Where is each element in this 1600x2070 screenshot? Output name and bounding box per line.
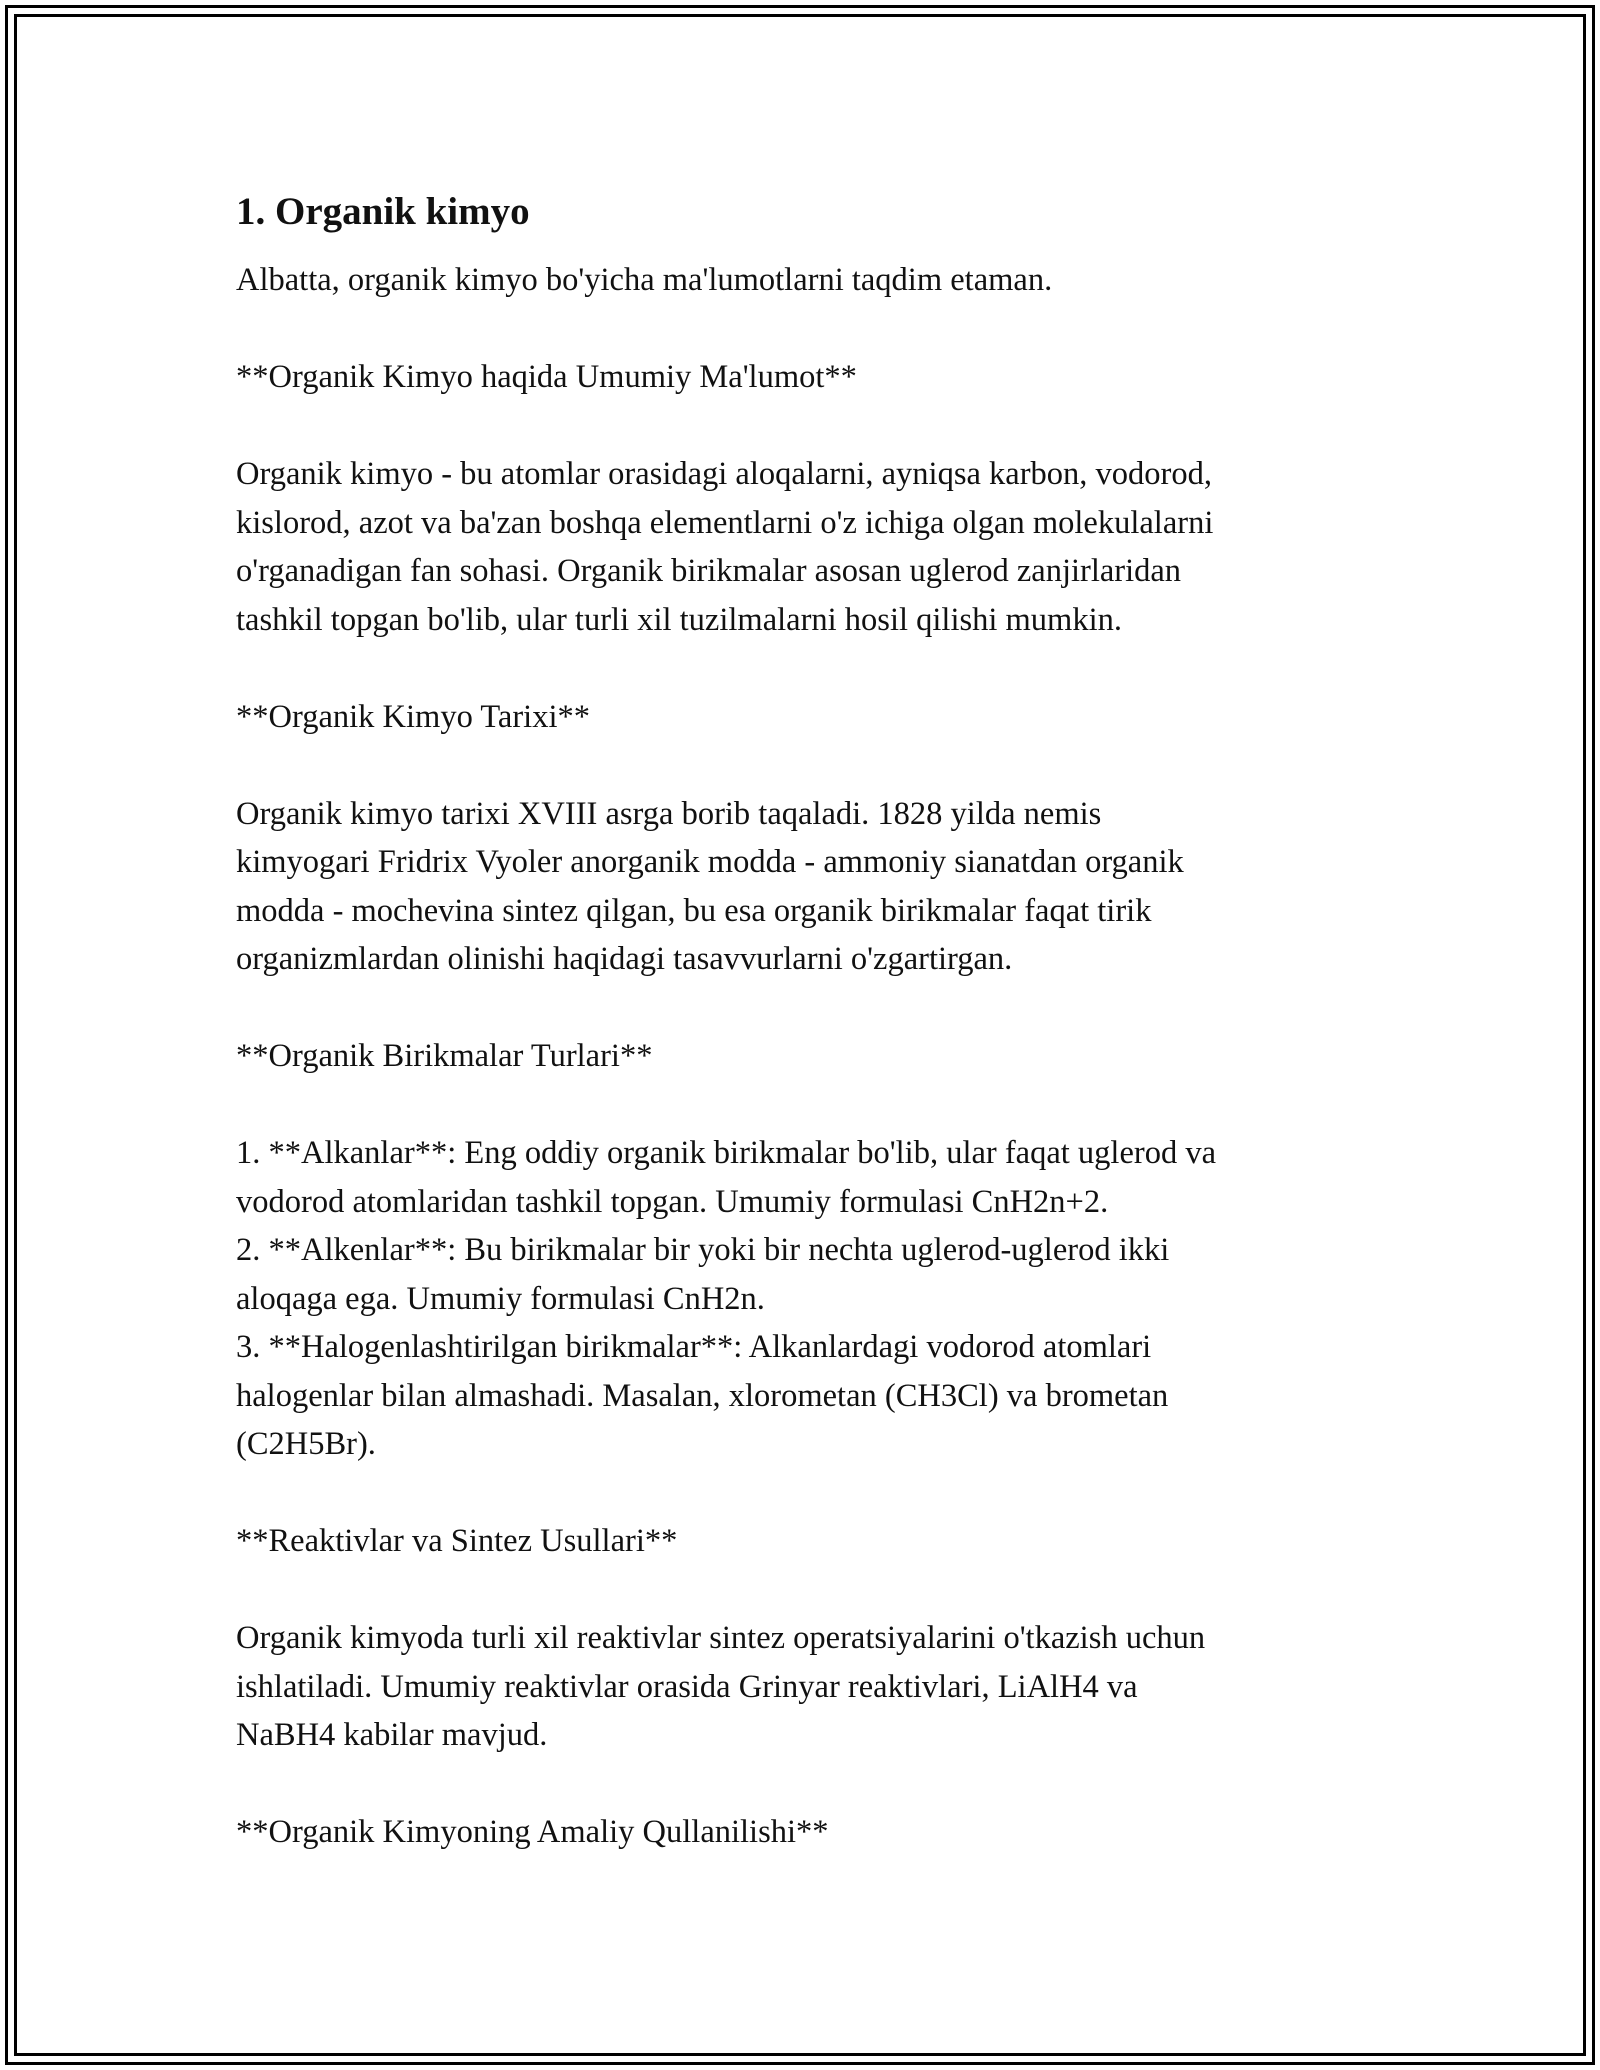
section-paragraph-reagents	[236, 1614, 1356, 1760]
text-line: Organik kimyoda turli xil reaktivlar sintez operatsiyalarini o'tkazish uchun	[236, 1620, 1206, 1656]
text-line: kimyogari Fridrix Vyoler anorganik modda - ammoniy sianatdan organik	[236, 844, 1184, 880]
text-line: o'rganadigan fan sohasi. Organik birikmalar asosan uglerod zanjirlaridan	[236, 553, 1182, 589]
section-heading-reagents: **Reaktivlar va Sintez Usullari**	[236, 1523, 678, 1559]
document-title: 1. Organik kimyo	[236, 190, 530, 233]
text-line: modda - mochevina sintez qilgan, bu esa organik birikmalar faqat tirik	[236, 892, 1152, 929]
section-list-compound-types	[236, 1129, 1356, 1469]
section-paragraph-history	[236, 790, 1356, 984]
list-item-line: halogenlar bilan almashadi. Masalan, xlorometan (CH3Cl) va brometan	[236, 1377, 1169, 1414]
list-item-line: 2. **Alkenlar**: Bu birikmalar bir yoki bir nechta uglerod-uglerod ikki	[236, 1232, 1170, 1268]
text-line: Organik kimyo - bu atomlar orasidagi aloqalarni, ayniqsa karbon, vodorod,	[236, 456, 1212, 492]
list-item-line: aloqaga ega. Umumiy formulasi CnH2n.	[236, 1280, 765, 1317]
list-item-line: vodorod atomlaridan tashkil topgan. Umumiy formulasi CnH2n+2.	[236, 1183, 1109, 1220]
list-item-line: 1. **Alkanlar**: Eng oddiy organik birikmalar bo'lib, ular faqat uglerod va	[236, 1135, 1217, 1171]
text-line: NaBH4 kabilar mavjud.	[236, 1717, 548, 1753]
section-paragraph-general	[236, 450, 1356, 644]
text-line: tashkil topgan bo'lib, ular turli xil tuzilmalarni hosil qilishi mumkin.	[236, 601, 1122, 638]
list-item-line: 3. **Halogenlashtirilgan birikmalar**: Alkanlardagi vodorod atomlari	[236, 1329, 1152, 1365]
intro-paragraph: Albatta, organik kimyo bo'yicha ma'lumotlarni taqdim etaman.	[236, 262, 1053, 298]
section-heading-history: **Organik Kimyo Tarixi**	[236, 698, 590, 735]
section-heading-compound-types: **Organik Birikmalar Turlari**	[236, 1038, 653, 1074]
text-line: Organik kimyo tarixi XVIII asrga borib taqaladi. 1828 yilda nemis	[236, 795, 1102, 832]
text-line: organizmlardan olinishi haqidagi tasavvurlarni o'zgartirgan.	[236, 941, 1013, 977]
section-heading-general: **Organik Kimyo haqida Umumiy Ma'lumot**	[236, 359, 857, 395]
section-heading-applications: **Organik Kimyoning Amaliy Qullanilishi**	[236, 1814, 829, 1850]
text-line: kislorod, azot va ba'zan boshqa elementlarni o'z ichiga olgan molekulalarni	[236, 504, 1214, 541]
document-body	[236, 182, 1356, 1857]
list-item-line: (C2H5Br).	[236, 1426, 376, 1462]
text-line: ishlatiladi. Umumiy reaktivlar orasida Grinyar reaktivlari, LiAlH4 va	[236, 1668, 1138, 1705]
